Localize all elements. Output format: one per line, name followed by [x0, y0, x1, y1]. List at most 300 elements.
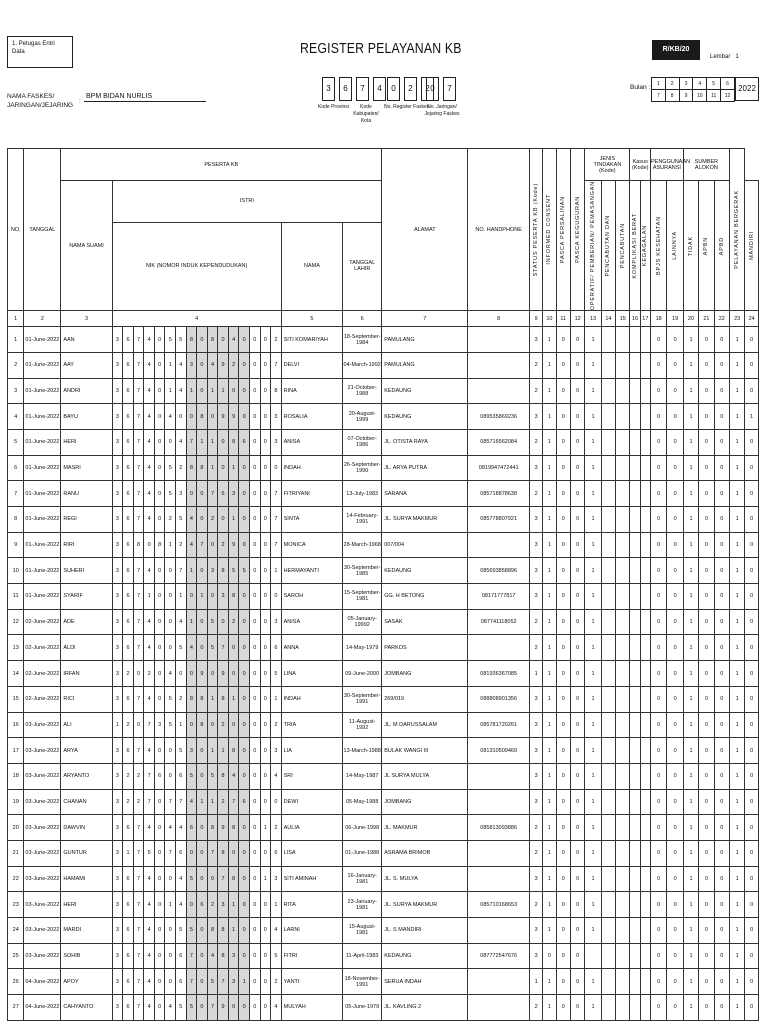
cell-value: 0: [667, 609, 683, 635]
cell-nik-digit: 0: [239, 352, 250, 378]
bulan-cell[interactable]: 8: [665, 90, 679, 102]
table-row[interactable]: [8, 686, 759, 712]
cell-nik-digit: 0: [249, 481, 260, 507]
cell-value: 0: [714, 995, 729, 1021]
cell-value: 1: [683, 635, 698, 661]
column-number: 20: [683, 311, 698, 327]
cell-value: 0: [556, 327, 570, 353]
cell-value: 0: [745, 429, 759, 455]
cell-nik-digit: 4: [176, 429, 187, 455]
cell-no: 13: [8, 635, 24, 661]
cell-tanggal-lahir: 13-July-1983: [343, 481, 382, 507]
cell-hp: [468, 918, 530, 944]
cell-hp: [468, 378, 530, 404]
cell-nik-digit: 0: [154, 866, 165, 892]
cell-value: 0: [570, 738, 584, 764]
cell-alamat: 269/019: [382, 686, 468, 712]
cell-nik-digit: 0: [239, 481, 250, 507]
cell-nik-digit: 0: [154, 327, 165, 353]
table-row[interactable]: [8, 815, 759, 841]
cell-value: 0: [667, 712, 683, 738]
cell-value: 0: [650, 840, 666, 866]
bulan-cell[interactable]: 4: [693, 78, 707, 90]
cell-nik-digit: 9: [218, 352, 229, 378]
cell-value: 0: [745, 532, 759, 558]
cell-value: 0: [570, 815, 584, 841]
cell-nik-digit: 3: [112, 327, 123, 353]
cell-nik-digit: 3: [112, 918, 123, 944]
cell-value: 1: [730, 763, 745, 789]
column-number: 16: [630, 311, 640, 327]
table-row[interactable]: [8, 584, 759, 610]
cell-value: [640, 892, 650, 918]
cell-nik-digit: 0: [186, 712, 197, 738]
cell-value: 1: [730, 866, 745, 892]
cell-value: 3: [529, 943, 542, 969]
table-row[interactable]: [8, 866, 759, 892]
cell-nik-digit: 0: [239, 892, 250, 918]
cell-nik-digit: 7: [133, 327, 144, 353]
cell-alamat: JOMBANG: [382, 789, 468, 815]
cell-value: 0: [556, 481, 570, 507]
cell-tanggal: 01-June-2022: [24, 584, 61, 610]
cell-value: 0: [650, 635, 666, 661]
cell-tanggal: 02-June-2022: [24, 661, 61, 687]
cell-alamat: 007/004: [382, 532, 468, 558]
year-box: 2022: [735, 77, 759, 101]
cell-value: 1: [683, 918, 698, 944]
cell-value: 1: [585, 327, 601, 353]
cell-nama-suami: GUNTUR: [61, 840, 112, 866]
table-row[interactable]: [8, 969, 759, 995]
cell-nik-digit: 3: [112, 481, 123, 507]
table-row[interactable]: [8, 532, 759, 558]
cell-nik-digit: 5: [165, 686, 176, 712]
cell-tanggal-lahir: 23-January-1981: [343, 892, 382, 918]
cell-value: 0: [570, 892, 584, 918]
bulan-grid: [651, 77, 735, 102]
cell-no: 19: [8, 789, 24, 815]
cell-nik-digit: 0: [144, 532, 155, 558]
cell-nik-digit: 6: [271, 635, 282, 661]
cell-nik-digit: 6: [123, 969, 134, 995]
cell-value: 1: [683, 429, 698, 455]
cell-value: [616, 763, 630, 789]
column-number: 6: [343, 311, 382, 327]
cell-nik-digit: 0: [197, 866, 208, 892]
cell-value: [601, 532, 615, 558]
bulan-cell[interactable]: 10: [693, 90, 707, 102]
cell-value: 0: [745, 840, 759, 866]
cell-value: 0: [745, 918, 759, 944]
cell-alamat: SARANA: [382, 481, 468, 507]
cell-nik-digit: 8: [271, 378, 282, 404]
cell-nik-digit: 9: [218, 995, 229, 1021]
cell-nik-digit: 7: [133, 635, 144, 661]
table-row[interactable]: [8, 327, 759, 353]
column-number: 21: [699, 311, 714, 327]
cell-value: [616, 507, 630, 533]
code-digit: 7: [443, 77, 456, 101]
cell-value: 2: [529, 840, 542, 866]
cell-value: 1: [730, 378, 745, 404]
table-row[interactable]: [8, 943, 759, 969]
cell-nik-digit: 3: [112, 352, 123, 378]
cell-value: 0: [699, 532, 714, 558]
header-hp: NO. HANDPHONE: [468, 149, 530, 311]
cell-nik-digit: 4: [176, 609, 187, 635]
table-row[interactable]: [8, 609, 759, 635]
cell-nik-digit: 0: [260, 327, 271, 353]
cell-tanggal-lahir: 15-September-1981: [343, 584, 382, 610]
cell-value: 0: [650, 661, 666, 687]
cell-nik-digit: 6: [123, 507, 134, 533]
cell-nik-digit: 0: [239, 943, 250, 969]
cell-nama: HERMAYANTI: [281, 558, 343, 584]
cell-value: 0: [714, 866, 729, 892]
cell-nik-digit: 3: [271, 609, 282, 635]
cell-nama: ANISA: [281, 609, 343, 635]
cell-value: 1: [730, 712, 745, 738]
faskes-label-1: NAMA FASKES/: [7, 93, 55, 100]
cell-nik-digit: 3: [112, 558, 123, 584]
cell-nik-digit: 0: [249, 840, 260, 866]
table-row[interactable]: [8, 789, 759, 815]
cell-tanggal: 01-June-2022: [24, 327, 61, 353]
cell-hp: [468, 352, 530, 378]
header-pasca-keguguran: PASCA KEGUGURAN: [570, 149, 584, 311]
code-digit: 3: [322, 77, 335, 101]
cell-nik-digit: 2: [218, 789, 229, 815]
cell-value: 0: [714, 558, 729, 584]
cell-tanggal-lahir: 20-August-1999: [343, 404, 382, 430]
cell-value: 0: [714, 892, 729, 918]
cell-value: 1: [585, 789, 601, 815]
cell-value: 2: [529, 378, 542, 404]
cell-nik-digit: 0: [239, 738, 250, 764]
cell-value: 0: [745, 738, 759, 764]
cell-value: [640, 609, 650, 635]
cell-value: 0: [570, 969, 584, 995]
cell-nik-digit: 6: [176, 943, 187, 969]
cell-value: [630, 815, 640, 841]
cell-nik-digit: 0: [260, 455, 271, 481]
cell-value: 1: [543, 738, 556, 764]
cell-nik-digit: 5: [271, 661, 282, 687]
cell-value: 1: [585, 507, 601, 533]
cell-value: 1: [543, 969, 556, 995]
cell-value: 0: [570, 943, 584, 969]
table-row[interactable]: [8, 455, 759, 481]
cell-nik-digit: 7: [218, 635, 229, 661]
table-row[interactable]: [8, 892, 759, 918]
cell-value: 3: [529, 507, 542, 533]
header-pelayanan-bergerak: PELAYANAN BERGERAK: [730, 149, 745, 311]
cell-nik-digit: 2: [218, 532, 229, 558]
cell-nik-digit: 0: [154, 686, 165, 712]
cell-value: 0: [650, 866, 666, 892]
cell-nik-digit: 0: [154, 840, 165, 866]
code-label-provinsi: Kode Provinsi: [318, 104, 349, 110]
cell-nik-digit: 7: [186, 969, 197, 995]
cell-no: 8: [8, 507, 24, 533]
cell-nik-digit: 0: [197, 738, 208, 764]
cell-value: 0: [745, 995, 759, 1021]
cell-nama: RITA: [281, 892, 343, 918]
cell-hp: 085778807921: [468, 507, 530, 533]
cell-tanggal: 01-June-2022: [24, 455, 61, 481]
cell-hp: 088808901356: [468, 686, 530, 712]
cell-nik-digit: 7: [133, 507, 144, 533]
bulan-cell[interactable]: 6: [721, 78, 735, 90]
cell-nik-digit: 7: [207, 840, 218, 866]
cell-value: 0: [699, 738, 714, 764]
cell-nik-digit: 4: [186, 789, 197, 815]
cell-nik-digit: 7: [186, 429, 197, 455]
cell-alamat: JOMBANG: [382, 661, 468, 687]
cell-value: 0: [556, 969, 570, 995]
cell-value: 0: [699, 763, 714, 789]
cell-value: [630, 789, 640, 815]
cell-nik-digit: 2: [176, 455, 187, 481]
cell-nik-digit: 7: [133, 429, 144, 455]
cell-nik-digit: 4: [144, 866, 155, 892]
cell-value: 1: [543, 866, 556, 892]
cell-tanggal: 04-June-2022: [24, 995, 61, 1021]
cell-value: 0: [570, 763, 584, 789]
cell-nik-digit: 0: [154, 378, 165, 404]
bulan-cell[interactable]: 5: [707, 78, 721, 90]
table-row[interactable]: [8, 995, 759, 1021]
table-row[interactable]: [8, 763, 759, 789]
cell-nik-digit: 4: [144, 609, 155, 635]
bulan-cell[interactable]: 12: [721, 90, 735, 102]
table-row[interactable]: [8, 429, 759, 455]
cell-tanggal-lahir: 05-January-19992: [343, 609, 382, 635]
table-row[interactable]: [8, 481, 759, 507]
cell-nik-digit: 1: [218, 738, 229, 764]
cell-nik-digit: 9: [228, 532, 239, 558]
cell-no: 27: [8, 995, 24, 1021]
cell-nik-digit: 0: [249, 584, 260, 610]
cell-nik-digit: 0: [154, 969, 165, 995]
column-number: 1: [8, 311, 24, 327]
table-row[interactable]: [8, 918, 759, 944]
cell-value: [601, 840, 615, 866]
cell-value: 0: [650, 404, 666, 430]
cell-tanggal-lahir: 01-June-1988: [343, 840, 382, 866]
cell-value: 0: [556, 635, 570, 661]
column-number: 2: [24, 311, 61, 327]
cell-nik-digit: 7: [176, 789, 187, 815]
cell-value: 0: [745, 507, 759, 533]
bulan-cell[interactable]: 3: [679, 78, 693, 90]
cell-nik-digit: 3: [112, 815, 123, 841]
cell-value: 3: [529, 763, 542, 789]
cell-nik-digit: 0: [260, 789, 271, 815]
cell-value: 0: [650, 584, 666, 610]
cell-nik-digit: 0: [239, 712, 250, 738]
cell-value: 0: [556, 558, 570, 584]
cell-nik-digit: 4: [165, 661, 176, 687]
cell-nik-digit: 0: [165, 635, 176, 661]
faskes-colon: :: [79, 98, 81, 105]
table-row[interactable]: [8, 712, 759, 738]
table-row[interactable]: [8, 507, 759, 533]
cell-nik-digit: 0: [249, 969, 260, 995]
cell-value: 0: [650, 763, 666, 789]
cell-nik-digit: 8: [197, 686, 208, 712]
column-number: 18: [650, 311, 666, 327]
cell-nama-suami: ARYANTO: [61, 763, 112, 789]
cell-value: [601, 995, 615, 1021]
cell-tanggal-lahir: 13-March-1988: [343, 738, 382, 764]
cell-tanggal: 03-June-2022: [24, 815, 61, 841]
cell-value: 0: [667, 635, 683, 661]
cell-alamat: JL. KAVLING 2: [382, 995, 468, 1021]
cell-nik-digit: 1: [165, 352, 176, 378]
cell-alamat: JL. MAKMUR: [382, 815, 468, 841]
cell-nik-digit: 0: [207, 866, 218, 892]
table-row[interactable]: [8, 635, 759, 661]
cell-nik-digit: 8: [197, 404, 208, 430]
cell-nik-digit: 6: [239, 789, 250, 815]
cell-nik-digit: 0: [271, 455, 282, 481]
cell-value: 0: [556, 455, 570, 481]
cell-nik-digit: 0: [249, 378, 260, 404]
cell-nik-digit: 3: [154, 712, 165, 738]
cell-value: 0: [650, 481, 666, 507]
cell-nik-digit: 4: [144, 995, 155, 1021]
cell-nik-digit: 0: [260, 943, 271, 969]
cell-value: 0: [650, 507, 666, 533]
cell-nik-digit: 3: [228, 969, 239, 995]
header-peserta-kb: PESERTA KB: [61, 149, 382, 181]
cell-value: 1: [543, 507, 556, 533]
cell-value: 1: [683, 532, 698, 558]
cell-no: 5: [8, 429, 24, 455]
cell-nik-digit: 3: [228, 481, 239, 507]
cell-value: 0: [667, 995, 683, 1021]
cell-nik-digit: 1: [260, 815, 271, 841]
cell-value: 0: [699, 352, 714, 378]
cell-tanggal: 03-June-2022: [24, 918, 61, 944]
cell-value: [640, 507, 650, 533]
cell-nama-suami: MARDI: [61, 918, 112, 944]
cell-value: [585, 943, 601, 969]
cell-nik-digit: 0: [239, 763, 250, 789]
cell-tanggal-lahir: 16-January-1981: [343, 866, 382, 892]
cell-value: 1: [585, 815, 601, 841]
bulan-cell[interactable]: 9: [679, 90, 693, 102]
cell-nama: LISA: [281, 840, 343, 866]
cell-nik-digit: 7: [218, 969, 229, 995]
bulan-cell[interactable]: 2: [665, 78, 679, 90]
table-row[interactable]: [8, 404, 759, 430]
cell-nik-digit: 0: [249, 712, 260, 738]
table-row[interactable]: [8, 378, 759, 404]
cell-nik-digit: 0: [154, 995, 165, 1021]
cell-tanggal-lahir: 15-August-1981: [343, 918, 382, 944]
cell-nik-digit: 6: [186, 815, 197, 841]
cell-nama-suami: ARYA: [61, 738, 112, 764]
cell-nik-digit: 0: [260, 429, 271, 455]
cell-value: 3: [529, 918, 542, 944]
cell-tanggal: 01-June-2022: [24, 532, 61, 558]
cell-nik-digit: 1: [239, 969, 250, 995]
cell-nik-digit: 3: [218, 584, 229, 610]
cell-nik-digit: 0: [186, 892, 197, 918]
table-row[interactable]: [8, 840, 759, 866]
bulan-cell[interactable]: 11: [707, 90, 721, 102]
table-row[interactable]: [8, 738, 759, 764]
cell-nik-digit: 0: [239, 404, 250, 430]
lembar-value: 1: [735, 54, 739, 60]
cell-value: 3: [529, 789, 542, 815]
cell-nama: LARNI: [281, 918, 343, 944]
cell-nik-digit: 7: [133, 378, 144, 404]
code-digit: 6: [339, 77, 352, 101]
cell-nik-digit: 7: [176, 558, 187, 584]
cell-value: 1: [543, 995, 556, 1021]
cell-alamat: KEDAUNG: [382, 378, 468, 404]
cell-nik-digit: 0: [154, 404, 165, 430]
cell-nama: SITI AMINAH: [281, 866, 343, 892]
cell-value: 0: [699, 429, 714, 455]
cell-nik-digit: 2: [176, 686, 187, 712]
cell-nik-digit: 2: [133, 763, 144, 789]
cell-nik-digit: 4: [271, 918, 282, 944]
cell-nik-digit: 0: [228, 378, 239, 404]
cell-value: 0: [714, 840, 729, 866]
cell-nik-digit: 0: [228, 712, 239, 738]
cell-value: [616, 995, 630, 1021]
bulan-cell[interactable]: 7: [652, 90, 666, 102]
cell-nik-digit: 0: [165, 609, 176, 635]
bulan-cell[interactable]: 1: [652, 78, 666, 90]
cell-nik-digit: 0: [239, 532, 250, 558]
cell-tanggal-lahir: 07-October-1986: [343, 429, 382, 455]
cell-nik-digit: 3: [112, 661, 123, 687]
table-row[interactable]: [8, 558, 759, 584]
cell-nik-digit: 7: [207, 995, 218, 1021]
header-nama: NAMA: [281, 222, 343, 310]
cell-nik-digit: 0: [197, 635, 208, 661]
cell-value: 0: [556, 815, 570, 841]
table-row[interactable]: [8, 661, 759, 687]
table-row[interactable]: [8, 352, 759, 378]
cell-nik-digit: 5: [186, 763, 197, 789]
cell-value: [601, 686, 615, 712]
header-tanggal: TANGGAL: [24, 149, 61, 311]
column-number: 15: [616, 311, 630, 327]
cell-value: 1: [683, 661, 698, 687]
cell-nik-digit: 1: [165, 532, 176, 558]
cell-value: 1: [683, 378, 698, 404]
cell-tanggal: 03-June-2022: [24, 763, 61, 789]
cell-nik-digit: 1: [176, 584, 187, 610]
cell-value: 1: [730, 738, 745, 764]
cell-value: 0: [699, 635, 714, 661]
cell-nik-digit: 2: [207, 892, 218, 918]
cell-tanggal-lahir: 26-September-1990: [343, 455, 382, 481]
cell-value: 0: [570, 609, 584, 635]
code-digit: 2: [421, 77, 434, 101]
cell-tanggal-lahir: 21-October-1988: [343, 378, 382, 404]
cell-value: 1: [585, 584, 601, 610]
cell-nik-digit: 6: [123, 866, 134, 892]
cell-value: 0: [714, 661, 729, 687]
